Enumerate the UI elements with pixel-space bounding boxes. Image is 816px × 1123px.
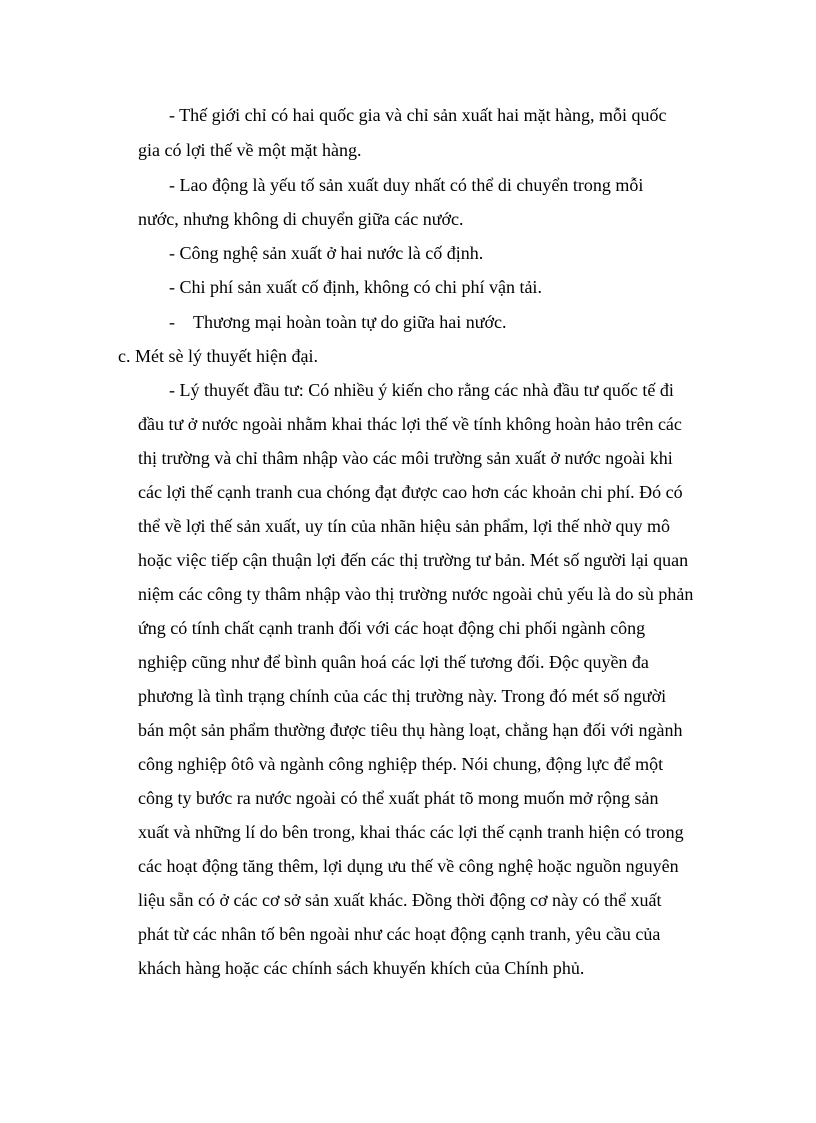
assumption-5-text: Thương mại hoàn toàn tự do giữa hai nước. xyxy=(193,312,507,332)
investment-line-11: bán một sản phẩm thường được tiêu thụ hàng loạt, chẳng hạn đối với ngành xyxy=(138,720,683,740)
assumption-2-line-2: nước, nhưng không di chuyển giữa các nước. xyxy=(138,209,464,229)
investment-line-14: xuất và những lí do bên trong, khai thác các lợi thế cạnh tranh hiện có trong xyxy=(138,822,684,842)
investment-line-18: khách hàng hoặc các chính sách khuyến khích của Chính phủ. xyxy=(138,958,585,978)
investment-line-10: phương là tình trạng chính của các thị trường này. Trong đó mét số người xyxy=(138,686,667,706)
investment-line-17: phát từ các nhân tố bên ngoài như các hoạt động cạnh tranh, yêu cầu của xyxy=(138,924,661,944)
assumption-1-line-1: - Thế giới chỉ có hai quốc gia và chỉ sản xuất hai mặt hàng, mỗi quốc xyxy=(169,105,667,125)
investment-line-12: công nghiệp ôtô và ngành công nghiệp thép. Nói chung, động lực để một xyxy=(138,754,664,774)
investment-line-6: hoặc việc tiếp cận thuận lợi đến các thị trường tư bản. Mét số người lại quan xyxy=(138,550,689,570)
investment-line-13: công ty bước ra nước ngoài có thể xuất phát tõ mong muốn mở rộng sản xyxy=(138,788,659,808)
assumption-2-line-1: - Lao động là yếu tố sản xuất duy nhất có thể di chuyển trong mỗi xyxy=(169,175,644,195)
assumption-4-line-1: - Chi phí sản xuất cố định, không có chi phí vận tải. xyxy=(169,277,542,297)
investment-line-9: nghiệp cũng như để bình quân hoá các lợi thế tương đối. Độc quyền đa xyxy=(138,652,649,672)
investment-line-3: thị trường và chỉ thâm nhập vào các môi trường sản xuất ở nước ngoài khi xyxy=(138,448,673,468)
investment-line-4: các lợi thế cạnh tranh cua chóng đạt được cao hơn các khoản chi phí. Đó có xyxy=(138,482,683,502)
investment-line-7: niệm các công ty thâm nhập vào thị trường nước ngoài chủ yếu là do sù phản xyxy=(138,584,694,604)
assumption-3-line-1: - Công nghệ sản xuất ở hai nước là cố định. xyxy=(169,243,484,263)
investment-line-1: - Lý thuyết đầu tư: Có nhiều ý kiến cho rằng các nhà đầu tư quốc tế đi xyxy=(169,380,674,400)
assumption-5-dash: - xyxy=(169,312,175,332)
investment-line-2: đầu tư ở nước ngoài nhằm khai thác lợi thế về tính không hoàn hảo trên các xyxy=(138,414,682,434)
assumption-5-line-1 xyxy=(169,311,507,333)
investment-line-5: thể về lợi thế sản xuất, uy tín của nhãn hiệu sản phẩm, lợi thế nhờ quy mô xyxy=(138,516,670,536)
section-heading: c. Mét sè lý thuyết hiện đại. xyxy=(118,346,318,366)
investment-line-16: liệu sẵn có ở các cơ sở sản xuất khác. Đồng thời động cơ này có thể xuất xyxy=(138,890,662,910)
investment-line-15: các hoạt động tăng thêm, lợi dụng ưu thế về công nghệ hoặc nguồn nguyên xyxy=(138,856,679,876)
assumption-1-line-2: gia có lợi thế về một mặt hàng. xyxy=(138,140,362,160)
investment-line-8: ứng có tính chất cạnh tranh đối với các hoạt động chi phối ngành công xyxy=(138,618,646,638)
